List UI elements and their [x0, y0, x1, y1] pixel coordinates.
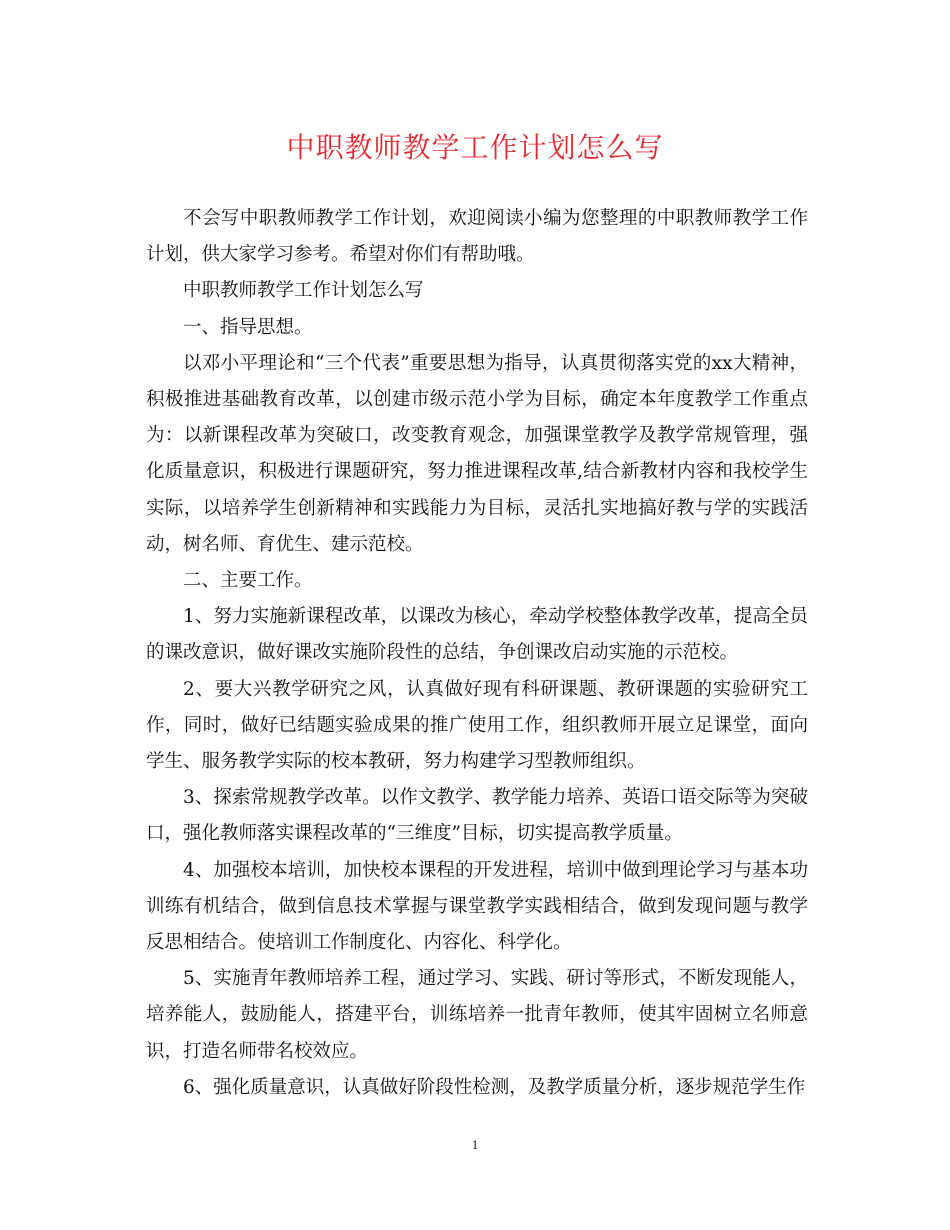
section-heading-main-work: 二、主要工作。 — [183, 570, 313, 592]
paragraph-guiding-ideology: 以邓小平理论和“三个代表”重要思想为指导，认真贯彻落实党的xx大精神，积极推进基础教育改革，以创建市级示范小学为目标，确定本年度教学工作重点为：以新课程改革为突破口，改变教育观念，加强课堂教学及教学常规管理，强化质量意识，积极进行课题研究，努力推进课程改革,结合新教材内容和我校学生实际，以培养学生创新精神和实践能力为目标，灵活扎实地搞好教与学的实践活动，树名师、育优生、建示范校。 — [146, 352, 808, 555]
paragraph-intro: 不会写中职教师教学工作计划，欢迎阅读小编为您整理的中职教师教学工作计划，供大家学习参考。希望对你们有帮助哦。 — [146, 208, 808, 266]
paragraph-item-4: 4、加强校本培训，加快校本课程的开发进程，培训中做到理论学习与基本功训练有机结合，做到信息技术掌握与课堂教学实践相结合，做到发现问题与教学反思相结合。使培训工作制度化、内容化、科学化。 — [146, 859, 808, 954]
paragraph-item-2: 2、要大兴教学研究之风，认真做好现有科研课题、教研课题的实验研究工作，同时，做好已结题实验成果的推广使用工作，组织教师开展立足课堂，面向学生、服务教学实际的校本教研，努力构建学习型教师组织。 — [146, 678, 808, 773]
document-body — [146, 201, 808, 1106]
paragraph-subtitle: 中职教师教学工作计划怎么写 — [183, 280, 424, 302]
section-heading-guiding-ideology: 一、指导思想。 — [183, 316, 313, 338]
paragraph-item-1: 1、努力实施新课程改革，以课改为核心，牵动学校整体教学改革，提高全员的课改意识，做好课改实施阶段性的总结，争创课改启动实施的示范校。 — [146, 606, 808, 664]
document-title: 中职教师教学工作计划怎么写 — [286, 131, 664, 164]
page-number: 1 — [471, 1137, 479, 1152]
paragraph-item-3: 3、探索常规教学改革。以作文教学、教学能力培养、英语口语交际等为突破口，强化教师落实课程改革的“三维度”目标，切实提高教学质量。 — [146, 787, 808, 845]
paragraph-item-5: 5、实施青年教师培养工程，通过学习、实践、研讨等形式，不断发现能人，培养能人，鼓励能人，搭建平台，训练培养一批青年教师，使其牢固树立名师意识，打造名师带名校效应。 — [146, 968, 808, 1062]
paragraph-item-6: 6、强化质量意识，认真做好阶段性检测，及教学质量分析，逐步规范学生作 — [183, 1076, 806, 1098]
